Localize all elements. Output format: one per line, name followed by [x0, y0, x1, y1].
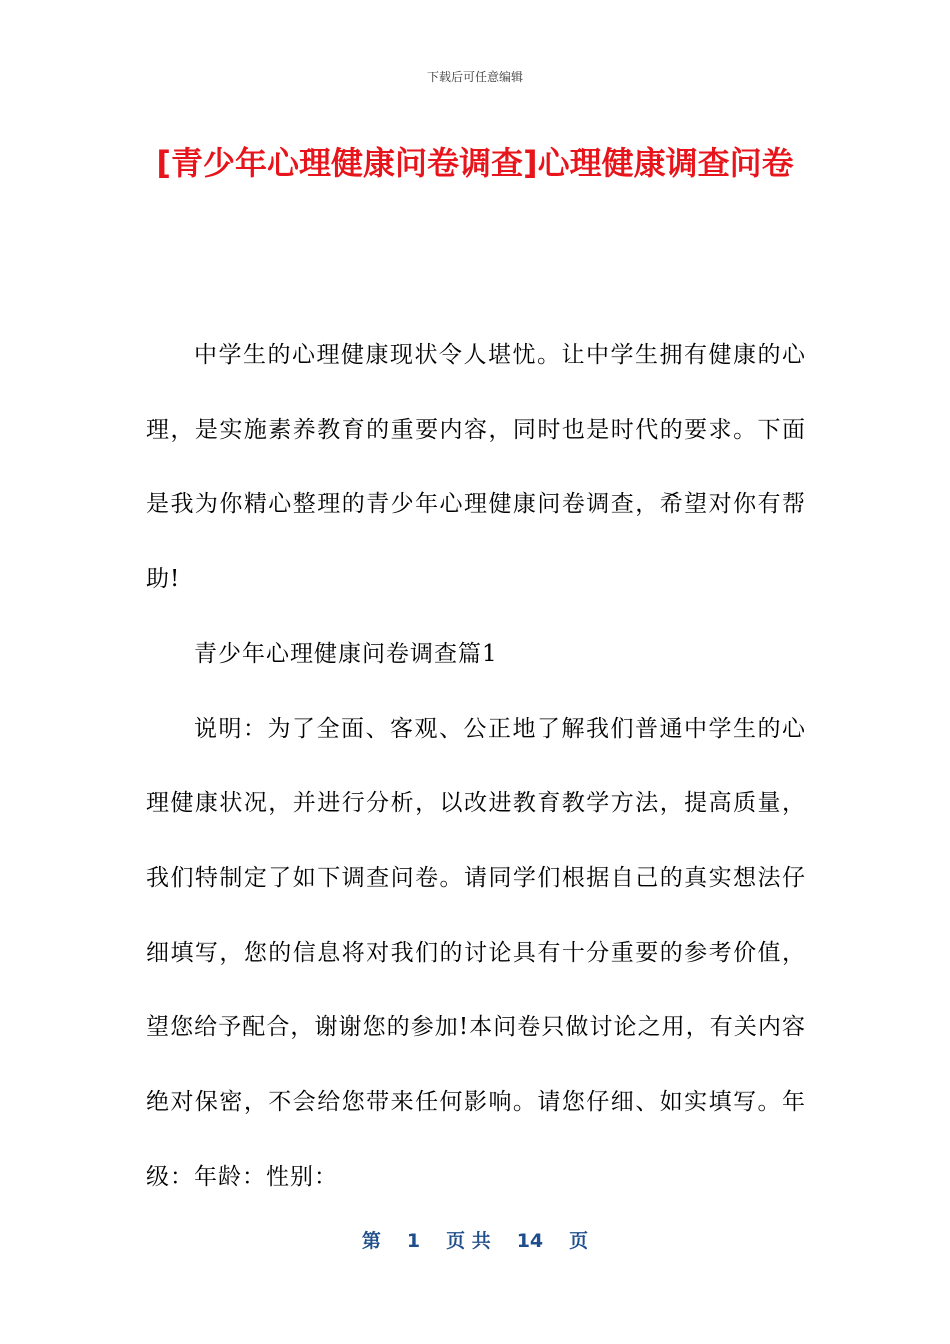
header-note: 下载后可任意编辑: [426, 70, 523, 84]
footer-prefix: 第: [361, 1230, 381, 1252]
footer-total-pages: 14: [516, 1230, 544, 1252]
footer-page-number: 1: [406, 1230, 421, 1252]
document-body: [146, 318, 806, 1214]
document-title: [青少年心理健康问卷调查]心理健康调查问卷: [156, 144, 794, 182]
instructions-paragraph: 说明：为了全面、客观、公正地了解我们普通中学生的心理健康状况，并进行分析，以改进教育教学方法，提高质量，我们特制定了如下调查问卷。请同学们根据自己的真实想法仔细填写，您的信息将对我们的讨论具有十分重要的参考价值，望您给予配合，谢谢您的参加!本问卷只做讨论之用，有关内容绝对保密，不会给您带来任何影响。请您仔细、如实填写。年级：年龄：性别：: [146, 715, 806, 1190]
section-heading: 青少年心理健康问卷调查篇1: [194, 640, 498, 667]
footer-middle: 页 共: [446, 1230, 491, 1252]
footer-suffix: 页: [569, 1230, 589, 1252]
intro-paragraph: 中学生的心理健康现状令人堪忧。让中学生拥有健康的心理，是实施素养教育的重要内容，同时也是时代的要求。下面是我为你精心整理的青少年心理健康问卷调查，希望对你有帮助!: [146, 342, 806, 593]
page-footer: [0, 1226, 950, 1253]
